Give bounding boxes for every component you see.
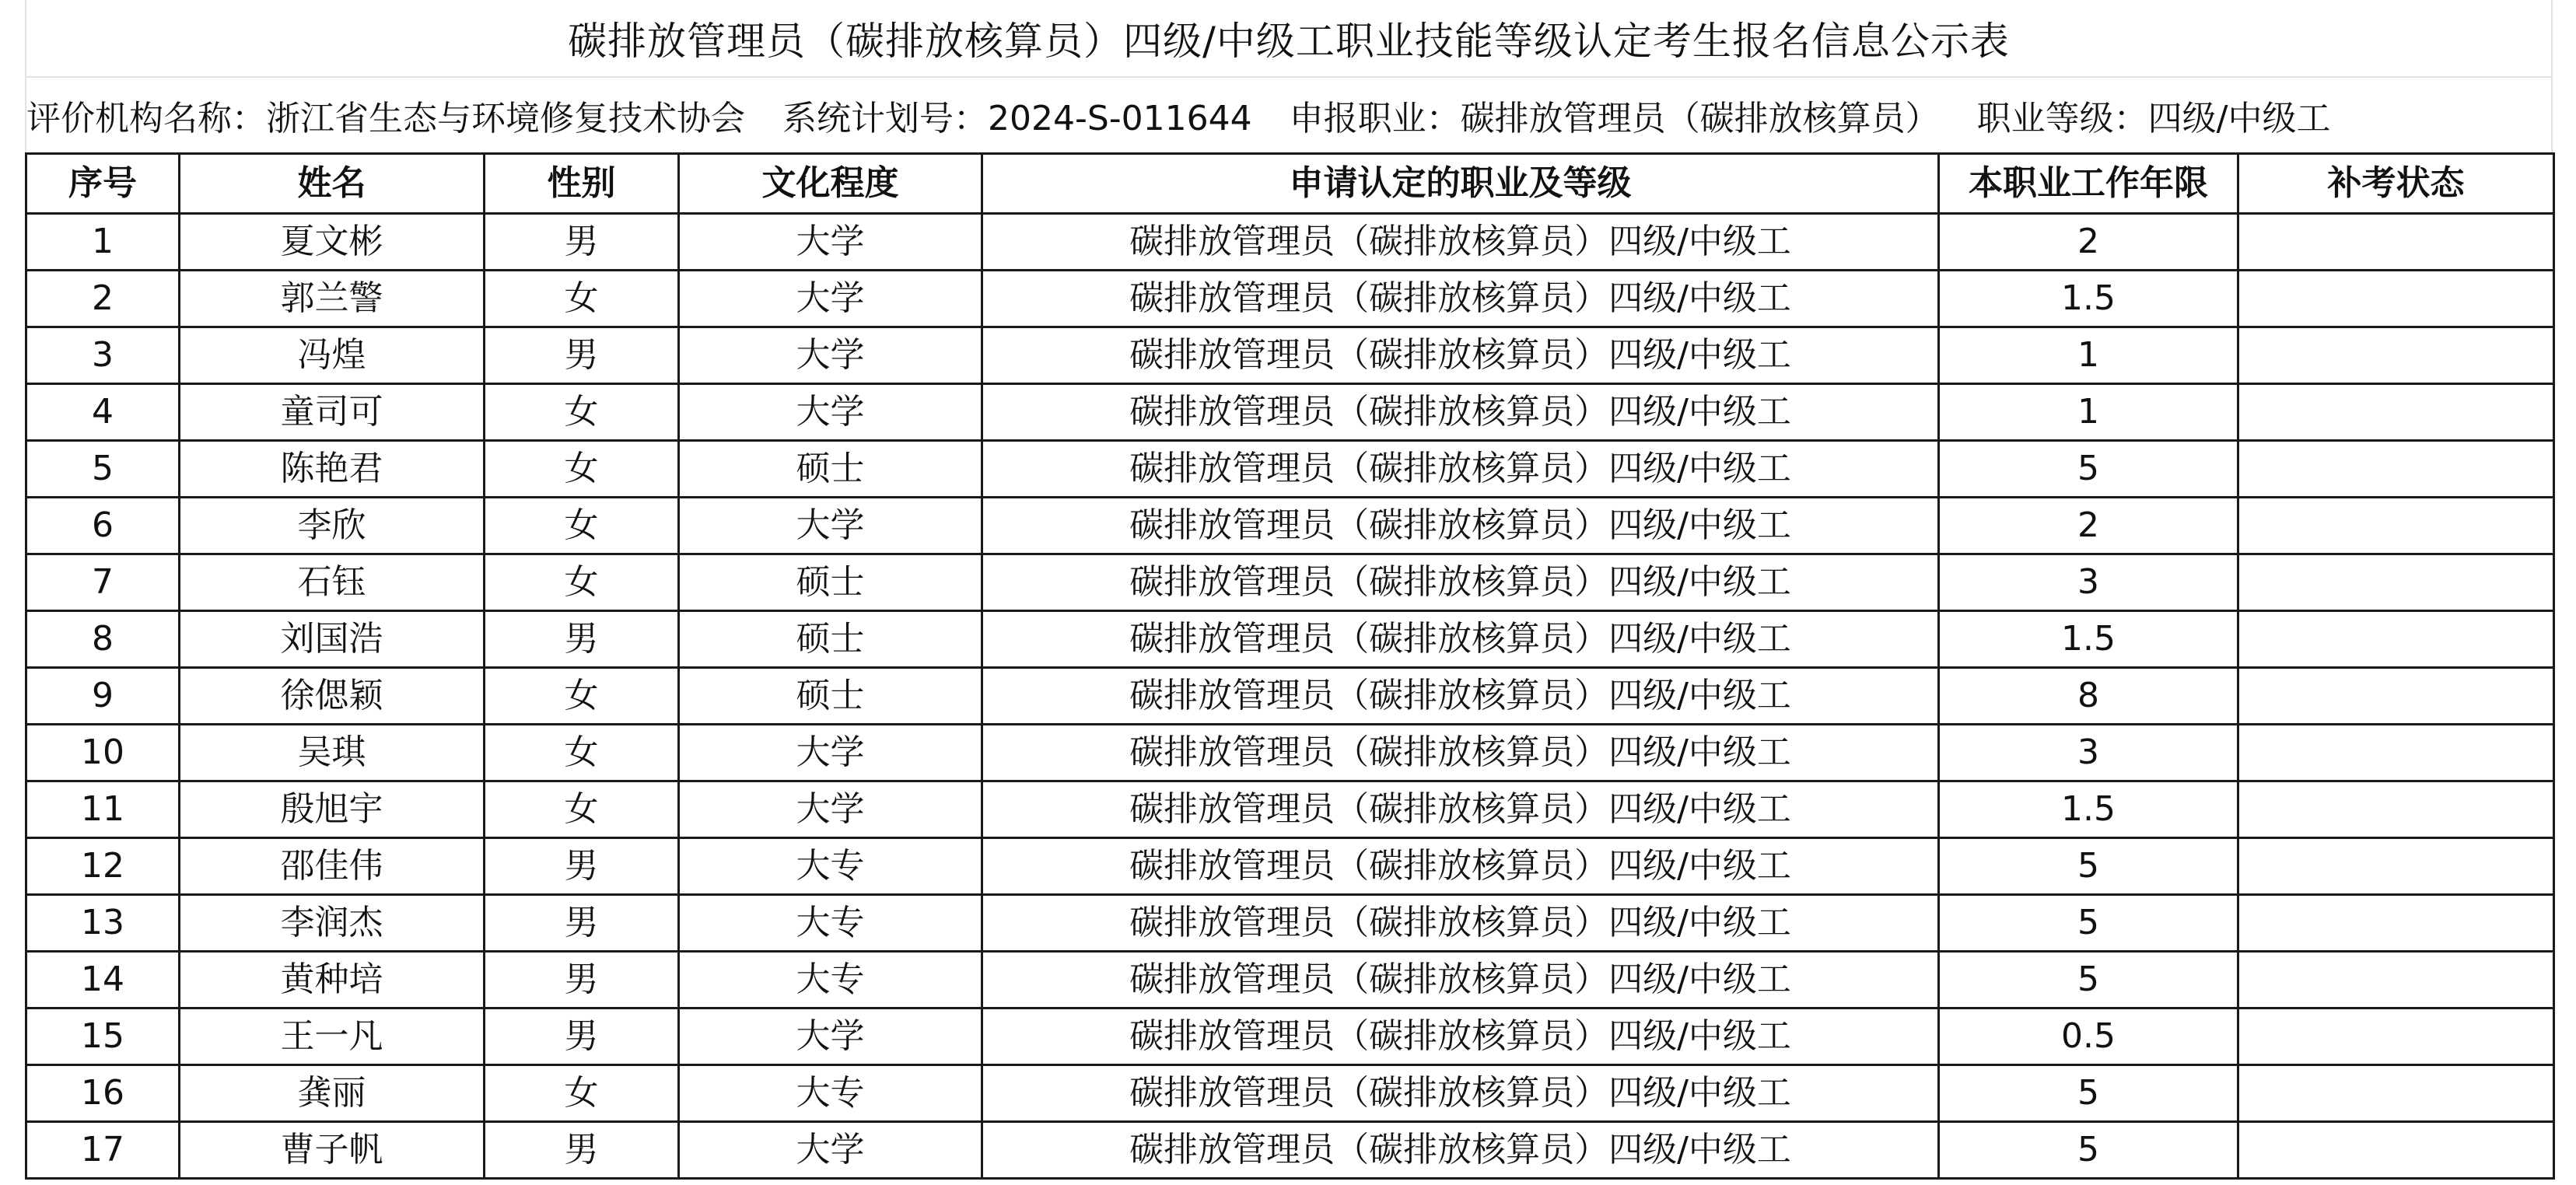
cell-education[interactable]: 大学 (679, 1008, 982, 1065)
cell-no[interactable]: 2 (26, 271, 180, 327)
cell-no[interactable]: 11 (26, 781, 180, 838)
cell-retake-status[interactable] (2238, 611, 2554, 668)
cell-gender[interactable]: 男 (485, 214, 679, 271)
cell-name[interactable]: 吴琪 (180, 725, 485, 781)
cell-name[interactable]: 邵佳伟 (180, 838, 485, 895)
cell-no[interactable]: 14 (26, 952, 180, 1008)
cell-no[interactable]: 6 (26, 498, 180, 554)
cell-no[interactable]: 8 (26, 611, 180, 668)
cell-gender[interactable]: 女 (485, 1065, 679, 1122)
table-row (26, 611, 2554, 668)
cell-name[interactable]: 夏文彬 (180, 214, 485, 271)
table-row (26, 725, 2554, 781)
table-row (26, 554, 2554, 611)
cell-retake-status[interactable] (2238, 952, 2554, 1008)
table-row (26, 327, 2554, 384)
table-row (26, 1008, 2554, 1065)
cell-occupation[interactable]: 碳排放管理员（碳排放核算员）四级/中级工 (982, 952, 1939, 1008)
cell-gender[interactable]: 男 (485, 327, 679, 384)
cell-retake-status[interactable] (2238, 1065, 2554, 1122)
plan-number: 系统计划号：2024-S-011644 (782, 99, 1252, 138)
sheet-title[interactable]: 碳排放管理员（碳排放核算员）四级/中级工职业技能等级认定考生报名信息公示表 (25, 0, 2553, 78)
cell-education[interactable]: 硕士 (679, 668, 982, 725)
cell-gender[interactable]: 男 (485, 1008, 679, 1065)
cell-work-years[interactable]: 2 (1939, 498, 2238, 554)
cell-occupation[interactable]: 碳排放管理员（碳排放核算员）四级/中级工 (982, 668, 1939, 725)
header-education[interactable]: 文化程度 (679, 154, 982, 214)
header-name[interactable]: 姓名 (180, 154, 485, 214)
cell-no[interactable]: 1 (26, 214, 180, 271)
cell-education[interactable]: 大学 (679, 384, 982, 441)
cell-name[interactable]: 郭兰警 (180, 271, 485, 327)
cell-work-years[interactable]: 3 (1939, 554, 2238, 611)
cell-no[interactable]: 5 (26, 441, 180, 498)
cell-name[interactable]: 曹子帆 (180, 1122, 485, 1179)
cell-gender[interactable]: 男 (485, 895, 679, 952)
cell-occupation[interactable]: 碳排放管理员（碳排放核算员）四级/中级工 (982, 611, 1939, 668)
cell-work-years[interactable]: 5 (1939, 1065, 2238, 1122)
cell-name[interactable]: 李欣 (180, 498, 485, 554)
cell-gender[interactable]: 女 (485, 441, 679, 498)
cell-occupation[interactable]: 碳排放管理员（碳排放核算员）四级/中级工 (982, 1008, 1939, 1065)
cell-name[interactable]: 石钰 (180, 554, 485, 611)
cell-work-years[interactable]: 5 (1939, 952, 2238, 1008)
cell-gender[interactable]: 女 (485, 554, 679, 611)
cell-education[interactable]: 大专 (679, 1065, 982, 1122)
cell-work-years[interactable]: 0.5 (1939, 1008, 2238, 1065)
cell-retake-status[interactable] (2238, 214, 2554, 271)
candidate-table (25, 152, 2555, 1180)
cell-retake-status[interactable] (2238, 781, 2554, 838)
table-row (26, 498, 2554, 554)
cell-education[interactable]: 大学 (679, 271, 982, 327)
cell-gender[interactable]: 女 (485, 384, 679, 441)
cell-retake-status[interactable] (2238, 384, 2554, 441)
cell-occupation[interactable]: 碳排放管理员（碳排放核算员）四级/中级工 (982, 384, 1939, 441)
cell-education[interactable]: 大专 (679, 952, 982, 1008)
cell-no[interactable]: 16 (26, 1065, 180, 1122)
cell-gender[interactable]: 男 (485, 952, 679, 1008)
cell-name[interactable]: 黄种培 (180, 952, 485, 1008)
cell-gender[interactable]: 女 (485, 271, 679, 327)
cell-occupation[interactable]: 碳排放管理员（碳排放核算员）四级/中级工 (982, 271, 1939, 327)
cell-gender[interactable]: 男 (485, 838, 679, 895)
cell-name[interactable]: 殷旭宇 (180, 781, 485, 838)
cell-retake-status[interactable] (2238, 441, 2554, 498)
cell-education[interactable]: 大学 (679, 781, 982, 838)
cell-name[interactable]: 李润杰 (180, 895, 485, 952)
cell-work-years[interactable]: 1 (1939, 384, 2238, 441)
table-row (26, 668, 2554, 725)
cell-occupation[interactable]: 碳排放管理员（碳排放核算员）四级/中级工 (982, 554, 1939, 611)
cell-work-years[interactable]: 2 (1939, 214, 2238, 271)
table-row (26, 384, 2554, 441)
header-gender[interactable]: 性别 (485, 154, 679, 214)
cell-retake-status[interactable] (2238, 668, 2554, 725)
cell-no[interactable]: 12 (26, 838, 180, 895)
table-row (26, 441, 2554, 498)
cell-name[interactable]: 徐偲颖 (180, 668, 485, 725)
cell-occupation[interactable]: 碳排放管理员（碳排放核算员）四级/中级工 (982, 725, 1939, 781)
table-body (26, 214, 2554, 1179)
cell-retake-status[interactable] (2238, 838, 2554, 895)
cell-retake-status[interactable] (2238, 725, 2554, 781)
cell-no[interactable]: 9 (26, 668, 180, 725)
cell-work-years[interactable]: 1 (1939, 327, 2238, 384)
header-occupation-level[interactable]: 申请认定的职业及等级 (982, 154, 1939, 214)
cell-education[interactable]: 硕士 (679, 554, 982, 611)
table-row (26, 271, 2554, 327)
cell-work-years[interactable]: 5 (1939, 895, 2238, 952)
cell-no[interactable]: 15 (26, 1008, 180, 1065)
cell-no[interactable]: 7 (26, 554, 180, 611)
cell-name[interactable]: 王一凡 (180, 1008, 485, 1065)
cell-work-years[interactable]: 1.5 (1939, 611, 2238, 668)
header-work-years[interactable]: 本职业工作年限 (1939, 154, 2238, 214)
cell-education[interactable]: 大学 (679, 1122, 982, 1179)
cell-gender[interactable]: 男 (485, 1122, 679, 1179)
cell-no[interactable]: 10 (26, 725, 180, 781)
cell-education[interactable]: 大学 (679, 214, 982, 271)
cell-occupation[interactable]: 碳排放管理员（碳排放核算员）四级/中级工 (982, 838, 1939, 895)
cell-education[interactable]: 大专 (679, 838, 982, 895)
cell-gender[interactable]: 女 (485, 668, 679, 725)
table-header-row (26, 154, 2554, 214)
header-no[interactable]: 序号 (26, 154, 180, 214)
cell-work-years[interactable]: 5 (1939, 441, 2238, 498)
table-row (26, 1122, 2554, 1179)
table-row (26, 952, 2554, 1008)
cell-occupation[interactable]: 碳排放管理员（碳排放核算员）四级/中级工 (982, 1065, 1939, 1122)
cell-work-years[interactable]: 5 (1939, 838, 2238, 895)
cell-retake-status[interactable] (2238, 498, 2554, 554)
cell-work-years[interactable]: 8 (1939, 668, 2238, 725)
declared-occupation: 申报职业：碳排放管理员（碳排放核算员） (1289, 99, 1940, 138)
cell-education[interactable]: 大学 (679, 725, 982, 781)
cell-occupation[interactable]: 碳排放管理员（碳排放核算员）四级/中级工 (982, 327, 1939, 384)
cell-occupation[interactable]: 碳排放管理员（碳排放核算员）四级/中级工 (982, 441, 1939, 498)
table-row (26, 781, 2554, 838)
table-row (26, 895, 2554, 952)
cell-work-years[interactable]: 1.5 (1939, 781, 2238, 838)
cell-education[interactable]: 大学 (679, 327, 982, 384)
cell-retake-status[interactable] (2238, 895, 2554, 952)
cell-retake-status[interactable] (2238, 1122, 2554, 1179)
cell-no[interactable]: 4 (26, 384, 180, 441)
table-row (26, 838, 2554, 895)
cell-gender[interactable]: 男 (485, 611, 679, 668)
cell-occupation[interactable]: 碳排放管理员（碳排放核算员）四级/中级工 (982, 214, 1939, 271)
cell-education[interactable]: 大专 (679, 895, 982, 952)
cell-no[interactable]: 13 (26, 895, 180, 952)
cell-name[interactable]: 陈艳君 (180, 441, 485, 498)
cell-education[interactable]: 硕士 (679, 441, 982, 498)
header-retake-status[interactable]: 补考状态 (2238, 154, 2554, 214)
cell-education[interactable]: 大学 (679, 498, 982, 554)
cell-work-years[interactable]: 3 (1939, 725, 2238, 781)
cell-name[interactable]: 童司可 (180, 384, 485, 441)
cell-education[interactable]: 硕士 (679, 611, 982, 668)
cell-occupation[interactable]: 碳排放管理员（碳排放核算员）四级/中级工 (982, 498, 1939, 554)
evaluation-org: 评价机构名称：浙江省生态与环境修复技术协会 (26, 99, 745, 138)
cell-work-years[interactable]: 1.5 (1939, 271, 2238, 327)
cell-gender[interactable]: 女 (485, 498, 679, 554)
cell-retake-status[interactable] (2238, 554, 2554, 611)
occupation-level: 职业等级：四级/中级工 (1976, 99, 2331, 138)
cell-name[interactable]: 冯煌 (180, 327, 485, 384)
cell-retake-status[interactable] (2238, 271, 2554, 327)
cell-no[interactable]: 17 (26, 1122, 180, 1179)
cell-no[interactable]: 3 (26, 327, 180, 384)
cell-occupation[interactable]: 碳排放管理员（碳排放核算员）四级/中级工 (982, 781, 1939, 838)
cell-retake-status[interactable] (2238, 1008, 2554, 1065)
cell-work-years[interactable]: 5 (1939, 1122, 2238, 1179)
cell-gender[interactable]: 女 (485, 725, 679, 781)
cell-gender[interactable]: 女 (485, 781, 679, 838)
cell-name[interactable]: 龚丽 (180, 1065, 485, 1122)
cell-retake-status[interactable] (2238, 327, 2554, 384)
info-row[interactable] (25, 78, 2553, 152)
cell-name[interactable]: 刘国浩 (180, 611, 485, 668)
cell-occupation[interactable]: 碳排放管理员（碳排放核算员）四级/中级工 (982, 895, 1939, 952)
cell-occupation[interactable]: 碳排放管理员（碳排放核算员）四级/中级工 (982, 1122, 1939, 1179)
table-row (26, 1065, 2554, 1122)
table-row (26, 214, 2554, 271)
